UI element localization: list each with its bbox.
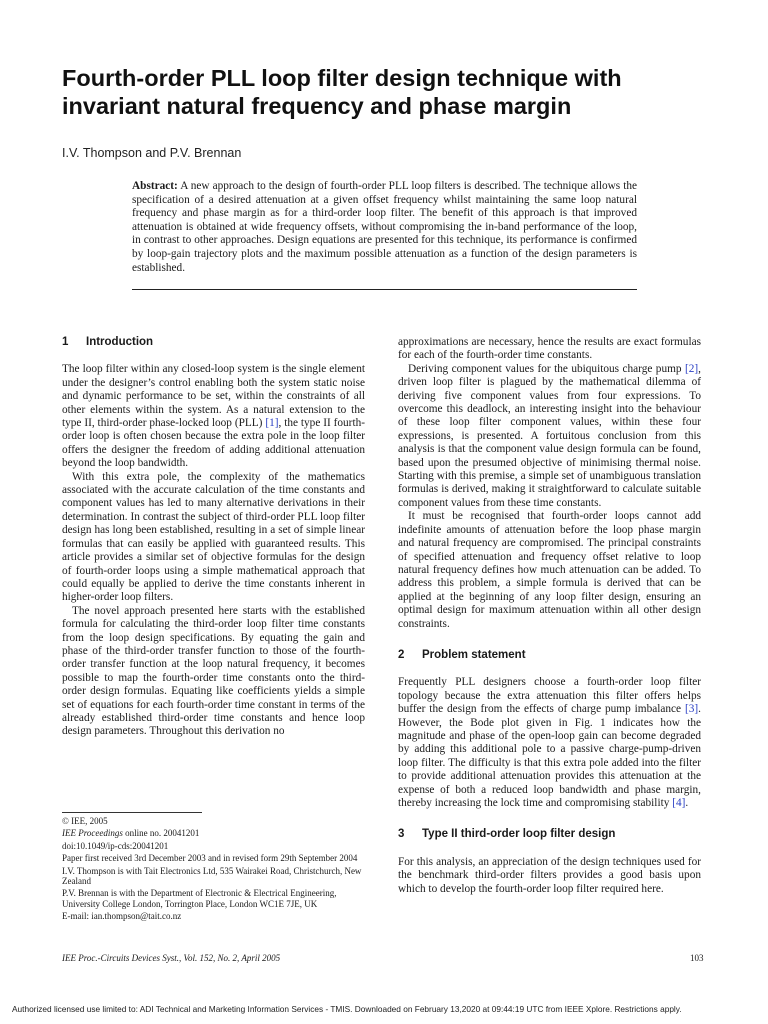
section-heading-problem-statement — [398, 649, 701, 662]
citation-link[interactable]: [2] — [684, 362, 699, 375]
text-run: Deriving component values for the ubiquitous charge pump — [408, 362, 685, 375]
email-line: E-mail: ian.thompson@tait.co.nz — [62, 911, 182, 922]
intro-paragraph-6: It must be recognised that fourth-order loops cannot add indefinite amounts of attenuation before the loop phase margin and natural frequency are compromised. The principal constraints of specified attenuation and frequency offset relative to loop natural frequency defines how much attenuation can be added. To address this problem, a simple formula is derived that can be applied at the beginning of any loop filter design, ensuring an optimal design for maximum attenuation within all other design constraints. — [398, 510, 701, 630]
right-column — [398, 336, 701, 896]
running-footer: IEE Proc.-Circuits Devices Syst., Vol. 152, No. 2, April 2005 — [62, 953, 281, 963]
intro-paragraph-4: approximations are necessary, hence the results are exact formulas for each of the fourth-order time constants. — [398, 336, 701, 362]
left-column — [62, 336, 365, 739]
section-heading-introduction — [62, 336, 365, 349]
affiliation-thompson: I.V. Thompson is with Tait Electronics Ltd, 535 Wairakei Road, Christchurch, New Zealand — [62, 865, 362, 887]
text-run: Frequently PLL designers choose a fourth-order loop filter topology because the extra attenuation this filter offers helps buffer the design from the effects of charge pump imbalance — [398, 676, 701, 716]
section-title: Introduction — [86, 336, 154, 348]
text-run: , driven loop filter is plagued by the mathematical dilemma of deriving five component values from four expressions. To overcome this deadlock, an interesting insight into the behaviour of these loop filter component values, within these four expressions, is presented. A fortuitous conclusion from this analysis is that the component value design formula can be found, based upon the presumed objective of minimising thermal noise. Starting with this premise, a simple set of unambiguous translation formulas is derived, making it straightforward to calculate suitable component values from these time constants. — [398, 362, 701, 509]
text-run: , the type II fourth-order loop is often chosen because the extra pole in the loop filter offers the designer the freedom of adding additional attenuation beyond the loop bandwidth. — [62, 417, 365, 470]
paper-title: Fourth-order PLL loop filter design technique with invariant natural frequency and phase margin — [62, 65, 622, 119]
affiliation-brennan: P.V. Brennan is with the Department of Electronic & Electrical Engineering, University College London, Torrington Place, London WC1E 7JE, UK — [62, 888, 337, 909]
third-order-paragraph: For this analysis, an appreciation of the design techniques used for the benchmark third-order filters provides a good basis upon which to develop the fourth-order loop filter required here. — [398, 855, 701, 895]
copyright-line: © IEE, 2005 — [62, 816, 108, 826]
citation-link[interactable]: [1] — [265, 417, 279, 430]
intro-paragraph-3: The novel approach presented here starts with the established formula for calculating the third-order loop filter time constants from the loop design specifications. By equating the gain and phase of the third-order transfer function to those of the fourth-order transfer function at the loop natural frequency, it becomes possible to map the fourth-order time constants onto the third-order design formulas. Equating like coefficients yields a simple set of equations for each fourth-order time constant in terms of the already established third-order time constants and hence loop design parameters. Throughout this derivation no — [62, 604, 365, 738]
author-list: I.V. Thompson and P.V. Brennan — [62, 146, 242, 160]
online-line — [62, 828, 367, 838]
section-heading-third-order-design — [398, 828, 701, 841]
section-title: Type II third-order loop filter design — [422, 828, 616, 841]
received-line: Paper first received 3rd December 2003 and in revised form 29th September 2004 — [62, 853, 358, 864]
license-notice: Authorized licensed use limited to: ADI Technical and Marketing Information Services - TMIS. Downloaded on February 13,2020 at 09:44:19 UTC from IEEE Xplore. Restrictions apply. — [12, 1004, 682, 1014]
problem-paragraph — [398, 676, 701, 810]
footnotes — [62, 816, 367, 924]
journal-name: IEE Proceedings — [62, 828, 123, 839]
section-number: 2 — [398, 648, 405, 661]
abstract — [132, 180, 637, 275]
text-run: The loop filter within any closed-loop system is the single element under the designer’s control enabling both the system static noise and dynamic performance to be set, within the constraints of all other elements within the system. As a natural extension to the type II, third-order phase-locked loop (PLL) — [62, 363, 365, 430]
abstract-text: A new approach to the design of fourth-order PLL loop filters is described. The technique allows the specification of a desired attenuation at a given offset frequency whilst maintaining the same loop natural frequency and phase margin as for a third-order loop filter. The benefit of this approach is that improved attenuation is obtained at wide frequency offsets, without compromising the in-band performance of the loop, in contrast to other approaches. Design equations are presented for this technique, its performance is confirmed by loop-gain trajectory plots and the maximum possible attenuation as a function of the design parameters is established. — [132, 180, 638, 274]
citation-link[interactable]: [4] — [672, 797, 686, 809]
doi-line: doi:10.1049/ip-cds:20041201 — [62, 840, 169, 851]
section-number: 1 — [62, 336, 69, 348]
page-number: 103 — [690, 953, 704, 963]
intro-paragraph-1 — [62, 363, 365, 470]
section-number: 3 — [398, 828, 405, 841]
footnote-divider — [62, 812, 202, 813]
intro-paragraph-5 — [398, 363, 701, 510]
citation-link[interactable]: [3] — [684, 703, 699, 716]
text-run: . — [685, 797, 689, 809]
intro-paragraph-2: With this extra pole, the complexity of the mathematics associated with the accurate calculation of the time constants and component values has led to many alternative derivations in their determination. In contrast the subject of third-order PLL loop filter design has long been established, resulting in a set of simple linear formulas that can easily be applied with guaranteed results. This article provides a similar set of objective formulas for the design of fourth-order loops using a simple mathematical approach that could equally be applied to derive the time constants inherent in higher-order loop filters. — [62, 470, 365, 604]
section-title: Problem statement — [422, 648, 526, 661]
text-run: . However, the Bode plot given in Fig. 1 indicates how the magnitude and phase of the open-loop gain can become degraded by adding this additional pole to a passive charge-pump-driven loop filter. The difficulty is that this extra pole added into the filter to provide additional attenuation provides this attenuation at the expense of both a reduced loop bandwidth and phase margin, thereby increasing the lock time and compromising stability — [398, 703, 701, 809]
abstract-label: Abstract: — [132, 180, 178, 192]
online-number: online no. 20041201 — [122, 828, 200, 839]
abstract-divider — [132, 289, 637, 290]
